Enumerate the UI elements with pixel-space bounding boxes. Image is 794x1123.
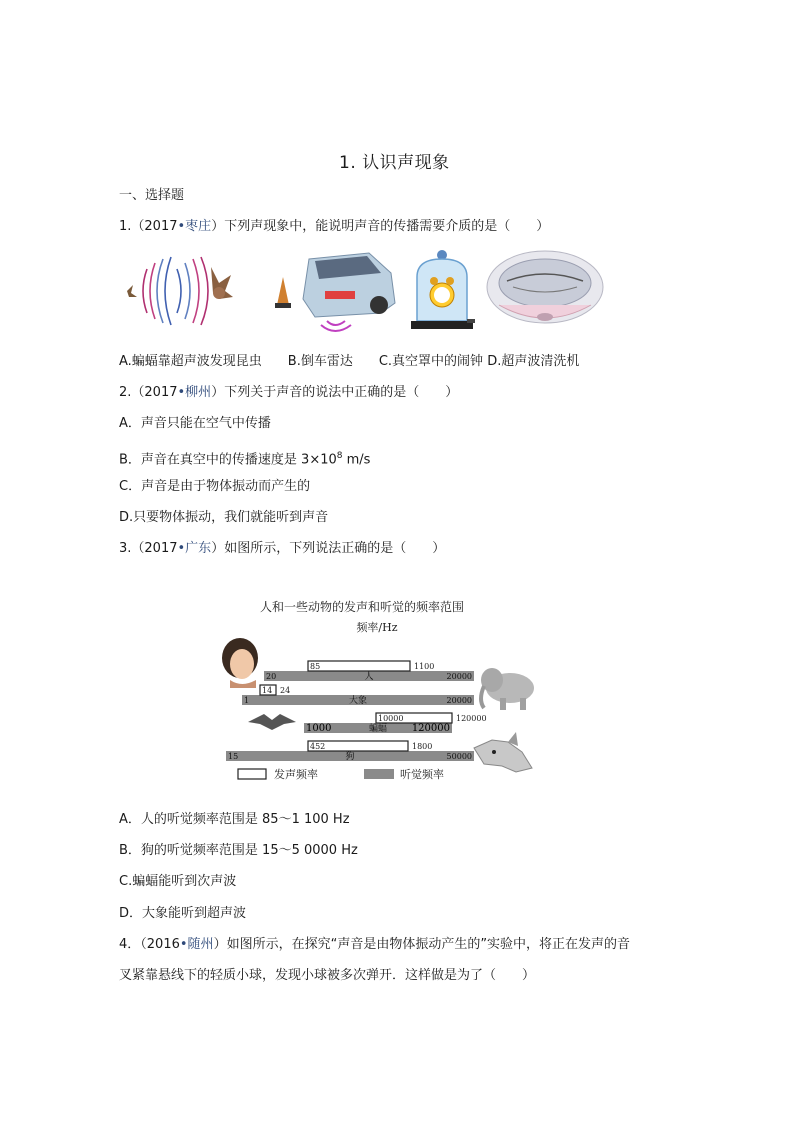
q4-number: 4． [119, 937, 141, 952]
elephant-row-label: 大象 [348, 696, 368, 706]
human-hearing-low-label: 20 [266, 672, 277, 681]
q2-stem: 下列关于声音的说法中正确的是（ ） [224, 385, 459, 400]
chart-title: 人和一些动物的发声和听觉的频率范围 [259, 600, 465, 614]
dog-hearing-high-label: 50000 [446, 752, 472, 761]
q1-source-close: ） [211, 219, 225, 234]
q1-options: A.蝙蝠靠超声波发现昆虫 B.倒车雷达 C.真空罩中的闹钟 D.超声波清洗机 [119, 354, 580, 369]
q3-source: 广东 [185, 541, 212, 556]
q1-source-open: （2017 [131, 219, 178, 234]
q4-source-open: （2016 [140, 937, 180, 952]
q2-source-dot: • [177, 385, 186, 400]
q3-source-dot: • [177, 541, 186, 556]
q2-option-b [119, 448, 370, 468]
elephant-image [481, 668, 534, 710]
bat-hearing-high-label: 120000 [411, 723, 450, 734]
vacuum-jar-alarm-clock-image [407, 247, 477, 335]
q4-source-close: ） [213, 937, 227, 952]
human-face-image [222, 638, 258, 688]
elephant-hearing-high-label: 20000 [446, 696, 472, 705]
chart-bars-group [226, 661, 487, 762]
human-hearing-high-label: 20000 [446, 672, 472, 681]
car-reversing-radar-image [269, 247, 399, 335]
q2-option-a: A．声音只能在空气中传播 [119, 416, 271, 431]
question-4 [119, 937, 630, 953]
q4-stem-line1: 如图所示，在探究“声音是由物体振动产生的”实验中，将正在发声的音 [226, 937, 631, 952]
q1-source-dot: • [177, 219, 186, 234]
q4-source: 随州 [187, 937, 214, 952]
human-voice-bar [308, 661, 410, 671]
bat-echolocation-image [119, 247, 234, 335]
human-voice-low-label: 85 [310, 662, 321, 671]
chart-legend [238, 767, 444, 781]
bat-voice-high-label: 120000 [456, 714, 487, 723]
dog-voice-low-label: 452 [310, 742, 326, 751]
ultrasonic-cleaner-image [483, 247, 607, 335]
question-1 [119, 219, 549, 235]
q1-source: 枣庄 [185, 219, 212, 234]
chart-subtitle: 频率/Hz [356, 621, 398, 634]
dog-image [474, 732, 532, 772]
page-title: 1. 认识声现象 [339, 153, 450, 173]
elephant-voice-high-label: 24 [280, 686, 291, 695]
q1-figure-row [119, 247, 609, 337]
q2-source: 柳州 [185, 385, 212, 400]
human-row-label: 人 [364, 672, 374, 682]
q2-option-b-exponent: 8 [336, 451, 343, 461]
question-2 [119, 385, 458, 401]
q1-stem: 下列声现象中，能说明声音的传播需要介质的是（ ） [224, 219, 550, 234]
elephant-hearing-low-label: 1 [244, 696, 250, 705]
q2-source-close: ） [211, 385, 225, 400]
question-3 [119, 541, 445, 557]
q3-option-b: B．狗的听觉频率范围是 15～5 0000 Hz [119, 843, 358, 858]
dog-row-label: 狗 [345, 752, 355, 762]
bat-row-label: 蝙蝠 [368, 724, 388, 734]
q3-source-close: ） [211, 541, 225, 556]
frequency-range-chart [212, 596, 552, 786]
dog-voice-high-label: 1800 [412, 742, 433, 751]
q2-source-open: （2017 [131, 385, 178, 400]
q3-number: 3. [119, 541, 132, 556]
legend-hearing-label: 听觉频率 [400, 768, 444, 781]
q1-number: 1. [119, 219, 132, 234]
q2-option-b-unit: m/s [342, 452, 371, 468]
bat-hearing-low-label: 1000 [306, 723, 332, 734]
q3-source-open: （2017 [131, 541, 178, 556]
q3-stem: 如图所示，下列说法正确的是（ ） [224, 541, 446, 556]
q2-option-b-text: B．声音在真空中的传播速度是 3×10 [119, 452, 337, 468]
human-voice-high-label: 1100 [414, 662, 435, 671]
q3-option-d: D．大象能听到超声波 [119, 906, 247, 921]
q3-option-a: A．人的听觉频率范围是 85～1 100 Hz [119, 812, 350, 827]
dog-hearing-low-label: 15 [228, 752, 239, 761]
bat-image [248, 714, 296, 730]
legend-voice-label: 发声频率 [274, 768, 318, 781]
q2-number: 2. [119, 385, 132, 400]
legend-hearing-swatch [364, 769, 394, 779]
q2-option-c: C．声音是由于物体振动而产生的 [119, 479, 311, 494]
q4-stem-line2: 叉紧靠悬线下的轻质小球，发现小球被多次弹开．这样做是为了（ ） [119, 968, 536, 983]
legend-voice-swatch [238, 769, 266, 779]
q3-option-c: C.蝙蝠能听到次声波 [119, 874, 237, 889]
frequency-range-chart-svg [212, 596, 552, 786]
elephant-voice-low-label: 14 [262, 686, 273, 695]
q4-source-dot: • [179, 937, 188, 952]
q2-option-d: D.只要物体振动，我们就能听到声音 [119, 510, 329, 525]
section-heading: 一、选择题 [119, 188, 185, 203]
bat-voice-low-label: 10000 [378, 714, 404, 723]
